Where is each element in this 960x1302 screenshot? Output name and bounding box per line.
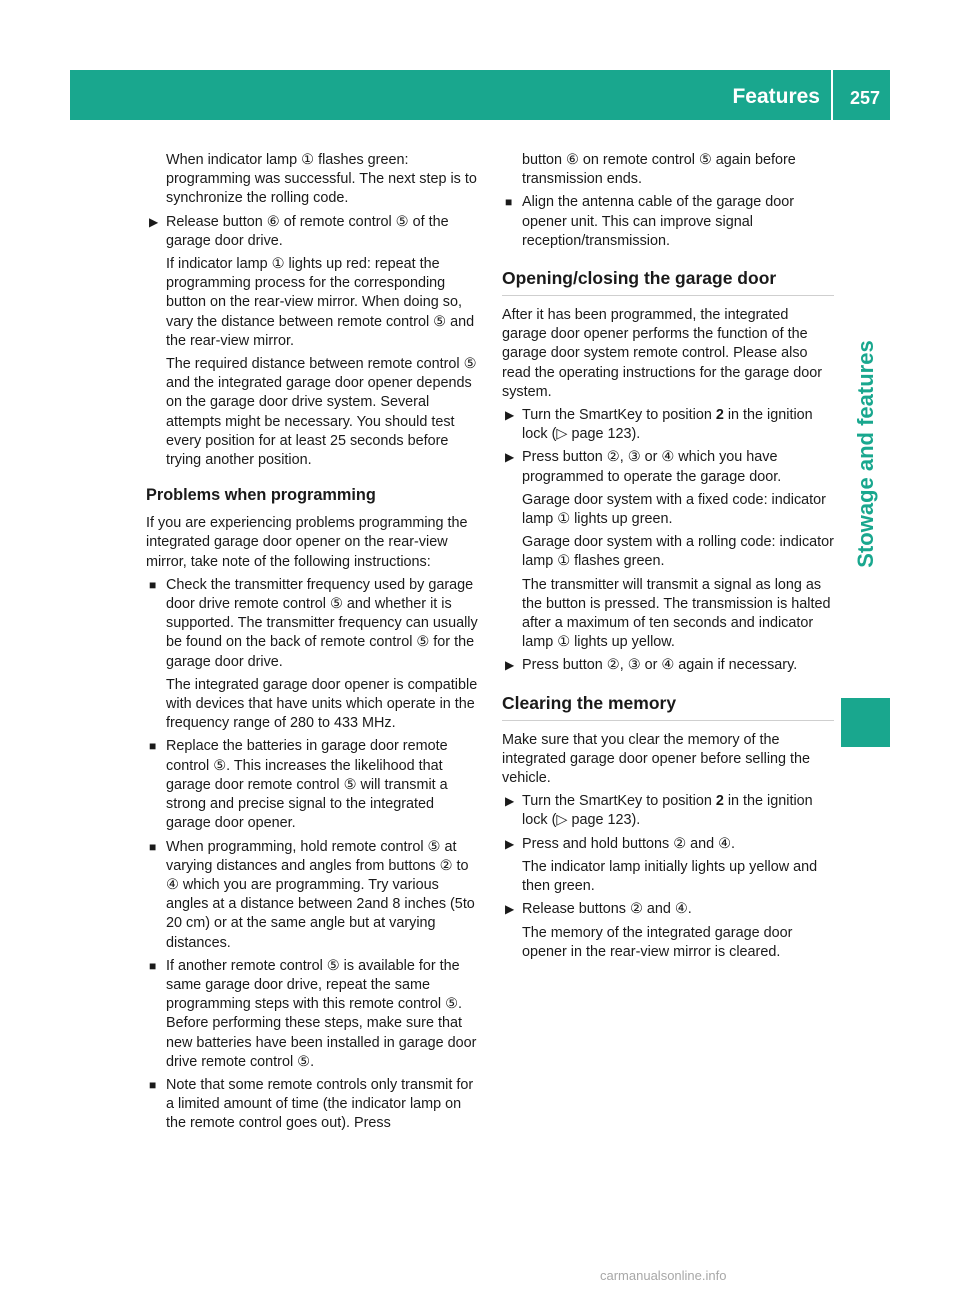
bullet-item (146, 737, 481, 833)
section-heading (146, 484, 481, 506)
bullet-item (146, 838, 481, 953)
step-text: Release buttons ② and ④. (522, 901, 692, 918)
ignition-position: 2 (715, 793, 724, 810)
step-text: Press and hold buttons ② and ④. (522, 835, 736, 852)
step-item (502, 792, 834, 830)
bullet-icon: ■ (149, 739, 157, 754)
arrow-icon: ▶ (505, 794, 515, 809)
page-number: 257 (849, 88, 880, 108)
watermark-link[interactable]: carmanualsonline.info (600, 1268, 727, 1283)
bullet-detail: The integrated garage door opener is compatible with devices that have units which operate in the frequency range of 280 to 433 MHz. (166, 676, 478, 732)
step-detail: The indicator lamp initially lights up yellow and then green. (522, 858, 818, 895)
bullet-text: When programming, hold remote control ⑤ at varying distances and angles from buttons ② to ④ which you are programming. Try various angles at a distance between 2and 8 inches (5to 20 cm) or at the same angle but at varying distances. (166, 838, 475, 951)
section-heading-text: Problems when programming (146, 486, 376, 505)
section-title: Features (732, 85, 820, 108)
step-text: Release button ⑥ of remote control ⑤ of the garage door drive. (166, 213, 449, 249)
bullet-icon: ■ (149, 839, 157, 854)
step-text-part: Turn the SmartKey to position (522, 793, 716, 810)
section-intro: If you are experiencing problems programming the integrated garage door opener on the rear-view mirror, take note of the following instructions: (146, 515, 468, 570)
step-detail: If indicator lamp ① lights up red: repeat the programming process for the corresponding button on the rear-view mirror. When doing so, vary the distance between remote control ⑤ and the rear-view mirror. (166, 256, 475, 349)
section-intro: Make sure that you clear the memory of the integrated garage door opener before selling the vehicle. (502, 731, 811, 787)
bullet-icon: ■ (149, 1077, 157, 1092)
step-item (502, 406, 834, 444)
arrow-icon: ▶ (505, 408, 515, 423)
page-header (70, 70, 890, 120)
step-detail: The required distance between remote control ⑤ and the integrated garage door opener depends on the garage door drive system. Several attempts might be necessary. You should test every position for at least 25 seconds before trying another position. (166, 356, 477, 469)
left-column (146, 151, 481, 1138)
step-text (522, 406, 834, 444)
header-divider (831, 70, 833, 120)
step-detail: Garage door system with a fixed code: indicator lamp ① lights up green. (522, 491, 826, 528)
section-heading (502, 267, 834, 296)
section-heading-text: Opening/closing the garage door (502, 268, 777, 289)
arrow-icon: ▶ (149, 214, 159, 229)
step-text: Press button ②, ③ or ④ which you have programmed to operate the garage door. (522, 449, 782, 485)
bullet-text: Replace the batteries in garage door remote control ⑤. This increases the likelihood that garage door remote control ⑤ will transmit a strong and precise signal to the integrated garage door opener. (166, 738, 448, 832)
chapter-tab[interactable] (841, 120, 890, 698)
bullet-item (146, 957, 481, 1072)
step-text-part: in the ignition lock (▷ page 123). (522, 793, 813, 829)
step-item (146, 213, 481, 471)
bullet-text: Check the transmitter frequency used by garage door drive remote control ⑤ and whether it is supported. The transmitter frequency can usually be found on the back of remote control ⑤ for the garage door drive. (166, 576, 478, 670)
chapter-tab-label: Stowage and features (852, 340, 878, 568)
chapter-marker (841, 698, 890, 747)
step-text-part: in the ignition lock (▷ page 123). (522, 407, 813, 443)
step-item (502, 656, 834, 675)
step-item (502, 835, 834, 897)
arrow-icon: ▶ (505, 658, 515, 673)
right-column (502, 151, 834, 966)
step-detail: The memory of the integrated garage door opener in the rear-view mirror is cleared. (522, 924, 793, 960)
ignition-position: 2 (715, 407, 724, 424)
step-detail: The transmitter will transmit a signal as long as the button is pressed. The transmission is halted after a maximum of ten seconds and indicator lamp ① lights up yellow. (522, 576, 831, 651)
arrow-icon: ▶ (505, 450, 515, 465)
bullet-item (502, 193, 834, 251)
bullet-item (146, 576, 481, 734)
step-detail: Garage door system with a rolling code: indicator lamp ① flashes green. (522, 534, 834, 570)
section-intro: After it has been programmed, the integrated garage door opener performs the function of the garage door system remote control. Please also read the operating instructions for the garage door system. (502, 307, 822, 400)
bullet-text: Note that some remote controls only transmit for a limited amount of time (the indicator lamp on the remote control goes out). Press (166, 1076, 474, 1132)
bullet-text: Align the antenna cable of the garage door opener unit. This can improve signal reception/transmission. (522, 194, 795, 249)
arrow-icon: ▶ (505, 836, 515, 851)
intro-paragraph: When indicator lamp ① flashes green: programming was successful. The next step is to synchronize the rolling code. (166, 152, 477, 207)
bullet-item (146, 1076, 481, 1134)
section-heading (502, 692, 834, 721)
step-text: Press button ②, ③ or ④ again if necessary. (522, 657, 798, 674)
section-heading-text: Clearing the memory (502, 692, 677, 713)
bullet-icon: ■ (149, 958, 157, 973)
bullet-icon: ■ (505, 195, 513, 210)
bullet-text: If another remote control ⑤ is available for the same garage door drive, repeat the same programming steps with this remote control ⑤. Before performing these steps, make sure that new batteries have been installed in garage door drive remote control ⑤. (166, 957, 477, 1070)
step-item (502, 900, 834, 962)
continuation-paragraph: button ⑥ on remote control ⑤ again before transmission ends. (522, 152, 796, 188)
step-item (502, 448, 834, 652)
arrow-icon: ▶ (505, 902, 515, 917)
step-text-part: Turn the SmartKey to position (522, 407, 716, 424)
bullet-icon: ■ (149, 577, 157, 592)
step-text (522, 792, 834, 830)
